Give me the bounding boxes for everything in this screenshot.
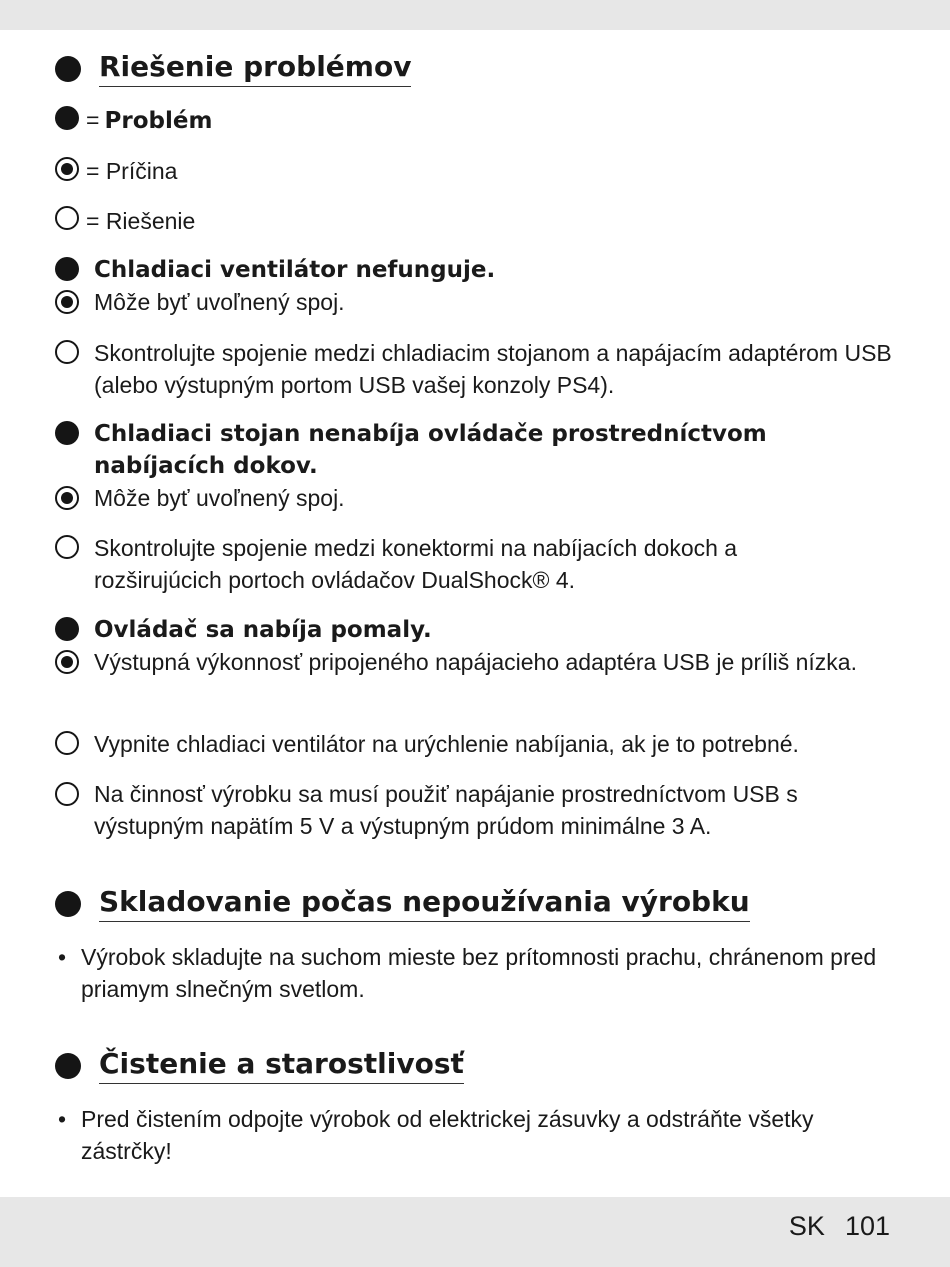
footer-text bbox=[789, 1211, 890, 1242]
page-footer bbox=[0, 1197, 950, 1267]
section-title-storage: Skladovanie počas nepoužívania výrobku bbox=[99, 885, 750, 922]
solution-icon bbox=[55, 340, 79, 364]
legend-problem bbox=[86, 104, 212, 137]
section-bullet-icon bbox=[55, 1053, 81, 1079]
section-bullet-icon bbox=[55, 891, 81, 917]
cleaning-text: Pred čistením odpojte výrobok od elektrickej zásuvky a odstráňte všetky zástrčky! bbox=[81, 1106, 814, 1164]
list-bullet: • bbox=[58, 1106, 67, 1132]
legend-problem-label: Problém bbox=[104, 108, 213, 134]
section-bullet-icon bbox=[55, 56, 81, 82]
section-title-troubleshooting: Riešenie problémov bbox=[99, 50, 411, 87]
solution-text: Vypnite chladiaci ventilátor na urýchlenie nabíjania, ak je to potrebné. bbox=[94, 731, 799, 757]
cause-legend-icon bbox=[55, 157, 79, 181]
top-margin-bar bbox=[0, 0, 950, 30]
cause-icon bbox=[55, 650, 79, 674]
cause-icon bbox=[55, 486, 79, 510]
solution-icon bbox=[55, 731, 79, 755]
footer-language: SK bbox=[788, 1211, 825, 1241]
page-number: 101 bbox=[844, 1211, 890, 1241]
problem-legend-icon bbox=[55, 106, 79, 130]
cause-text: Môže byť uvoľnený spoj. bbox=[94, 289, 345, 315]
cause-text: Môže byť uvoľnený spoj. bbox=[94, 485, 345, 511]
solution-legend-icon bbox=[55, 206, 79, 230]
cause-icon bbox=[55, 290, 79, 314]
problem-title: Ovládač sa nabíja pomaly. bbox=[94, 617, 432, 643]
cause-text: Výstupná výkonnosť pripojeného napájacieho adaptéra USB je príliš nízka. bbox=[94, 649, 857, 675]
problem-title: Chladiaci ventilátor nefunguje. bbox=[94, 257, 496, 283]
solution-text: Skontrolujte spojenie medzi chladiacim stojanom a napájacím adaptérom USB (alebo výstupným portom USB vašej konzoly PS4). bbox=[94, 340, 892, 398]
list-bullet: • bbox=[58, 944, 67, 970]
problem-icon bbox=[55, 257, 79, 281]
storage-text: Výrobok skladujte na suchom mieste bez prítomnosti prachu, chránenom pred priamym slnečným svetlom. bbox=[81, 944, 877, 1002]
section-title-cleaning: Čistenie a starostlivosť bbox=[99, 1047, 464, 1084]
solution-text: Na činnosť výrobku sa musí použiť napájanie prostredníctvom USB s výstupným napätím 5 V a výstupným prúdom minimálne 3 A. bbox=[94, 781, 798, 839]
problem-icon bbox=[55, 617, 79, 641]
solution-icon bbox=[55, 535, 79, 559]
legend-cause: = Príčina bbox=[86, 158, 178, 184]
problem-icon bbox=[55, 421, 79, 445]
solution-text: Skontrolujte spojenie medzi konektormi na nabíjacích dokoch a rozširujúcich portoch ovládačov DualShock® 4. bbox=[94, 535, 738, 593]
problem-title: Chladiaci stojan nenabíja ovládače prostredníctvom nabíjacích dokov. bbox=[94, 421, 767, 479]
solution-icon bbox=[55, 782, 79, 806]
legend-solution: = Riešenie bbox=[86, 208, 196, 234]
legend-equals: = bbox=[86, 107, 100, 133]
